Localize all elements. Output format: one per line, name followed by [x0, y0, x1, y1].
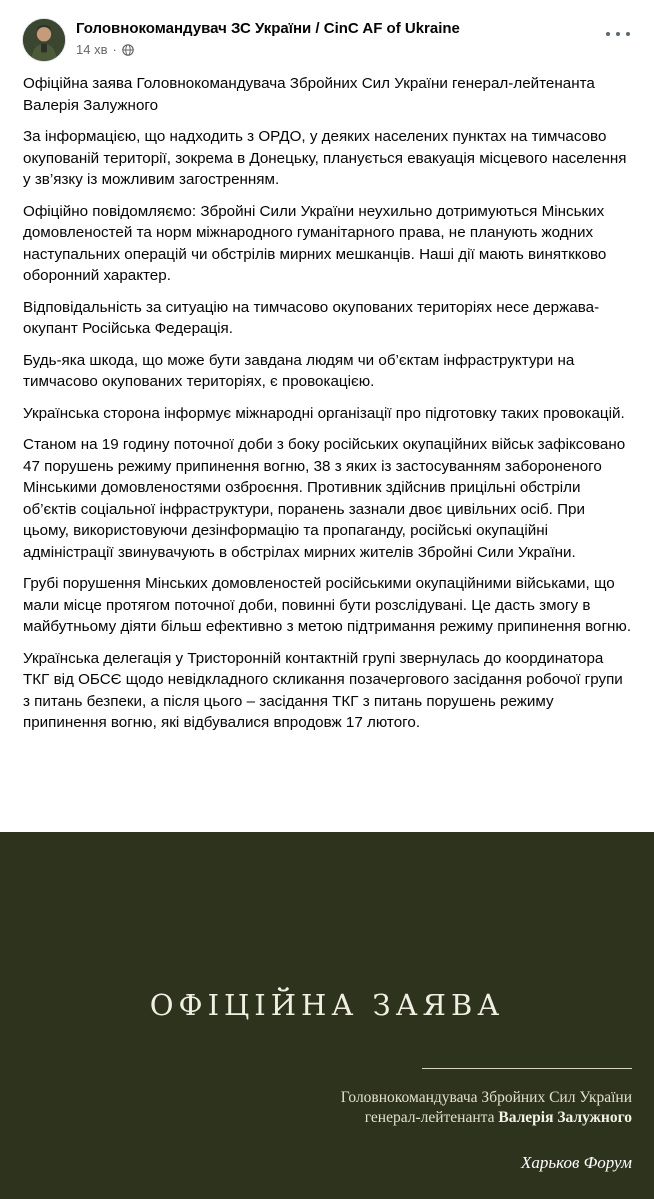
- post-paragraph: Офіційно повідомляємо: Збройні Сили України неухильно дотримуються Мінських домовленостей та норм міжнародного гуманітарного права, не планують жодних наступальних операцій чи обстрілів мирних мешканців. Наші дії мають виняткково оборонний характер.: [23, 202, 607, 284]
- banner-title: ОФІЦІЙНА ЗАЯВА: [149, 988, 505, 1022]
- post-paragraph: Будь-яка шкода, що може бути завдана людям чи об’єктам інфраструктури на тимчасово окупованих територіях, є провокацією.: [23, 351, 575, 390]
- post-image-banner[interactable]: [0, 832, 654, 1199]
- post-paragraph: Станом на 19 годину поточної доби з боку російських окупаційних військ зафіксовано 47 порушень режиму припинення вогню, 38 з яких із застосуванням забороненого Мінськими домовленостями озброєння. Противник здійснив прицільні обстріли об’єктів соціальної інфраструктури, поранень зазнали двоє цивільних осіб. При цьому, використовуючи дезінформацію та пропаганду, російські окупаційні адміністрації звинувачують в обстрілах мирних жителів Збройні Сили України.: [23, 436, 626, 561]
- author-name[interactable]: Головнокомандувач ЗС України / CinC AF of Ukraine: [76, 20, 460, 37]
- banner-divider: [422, 1068, 632, 1069]
- watermark: Харьков Форум: [521, 1153, 632, 1172]
- post-text: [23, 73, 633, 744]
- avatar-portrait-icon: [23, 19, 65, 61]
- post-time[interactable]: 14 хв: [76, 42, 108, 57]
- post-header: [0, 0, 654, 68]
- globe-icon: [122, 44, 134, 56]
- more-options-icon[interactable]: [606, 26, 630, 42]
- banner-rank: генерал-лейтенанта: [364, 1109, 499, 1126]
- banner-line-2: [341, 1108, 632, 1128]
- author-avatar[interactable]: [22, 18, 66, 62]
- post-paragraph: Грубі порушення Мінських домовленостей російськими окупаційними військами, що мали місце протягом поточної доби, повинні бути розслідувані. Це дасть змогу в майбутньому діяти більш ефективно з метою підтримання режиму припинення вогню.: [23, 575, 632, 635]
- banner-line-1: Головнокомандувача Збройних Сил України: [340, 1089, 632, 1106]
- post-paragraph: Відповідальність за ситуацію на тимчасово окупованих територіях несе держава-окупант Російська Федерація.: [23, 298, 600, 337]
- banner-subtitle: [341, 1088, 632, 1128]
- post-paragraph: Українська сторона інформує міжнародні організації про підготовку таких провокацій.: [23, 404, 625, 422]
- post-meta: [76, 42, 134, 57]
- post-paragraph: Офіційна заява Головнокомандувача Збройних Сил України генерал-лейтенанта Валерія Залужного: [23, 75, 595, 114]
- post-paragraph: Українська делегація у Тристоронній контактній групі звернулась до координатора ТКГ від ОБСЄ щодо невідкладного скликання позачергового засідання робочої групи з питань безпеки, а після цього – засідання ТКГ з питань порушень режиму припинення вогню, які відбувалися впродовж 17 лютого.: [23, 649, 623, 731]
- banner-name: Валерія Залужного: [498, 1109, 632, 1126]
- meta-separator: ·: [112, 42, 117, 57]
- post-paragraph: За інформацією, що надходить з ОРДО, у деяких населених пунктах на тимчасово окупованій території, зокрема в Донецьку, планується евакуація місцевого населення у зв’язку із можливим загостренням.: [23, 128, 627, 188]
